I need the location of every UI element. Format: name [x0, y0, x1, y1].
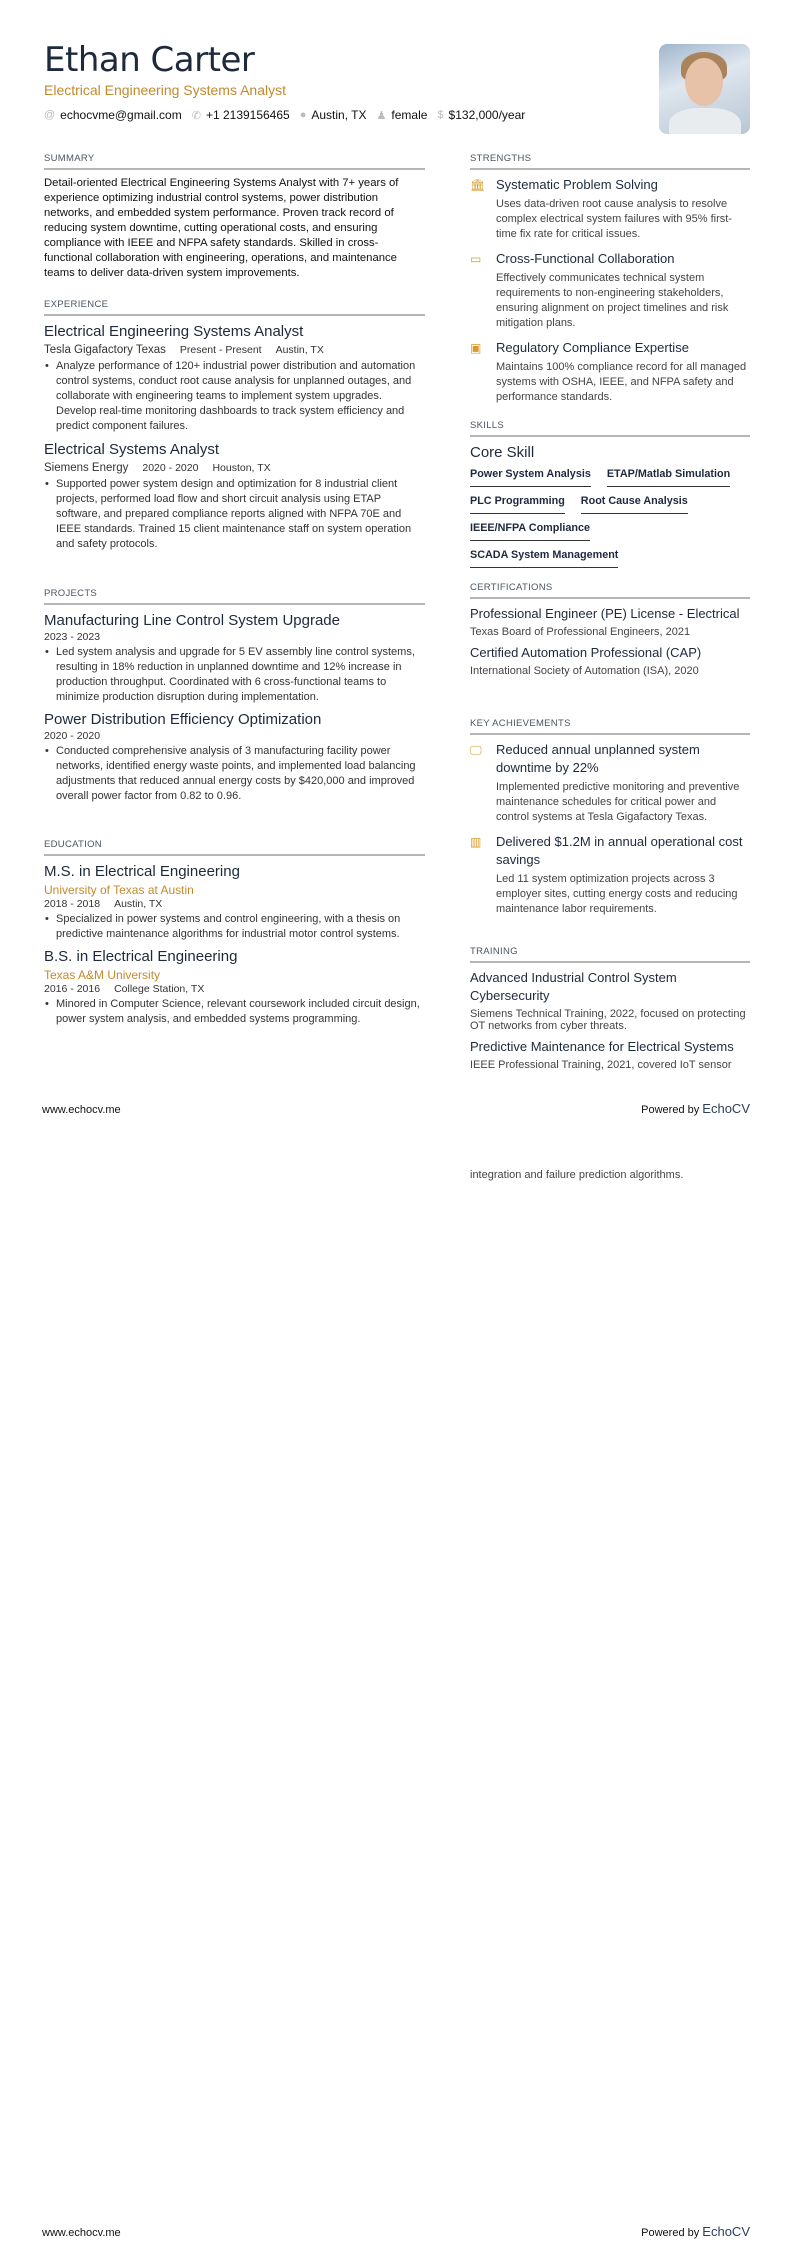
section-heading: STRENGTHS	[470, 153, 750, 170]
experience-item	[44, 322, 425, 434]
battery-icon: ▭	[470, 252, 482, 266]
achievement-desc: Implemented predictive monitoring and preventive maintenance schedules for critical power and control systems at Tesla Gigafactory Texas.	[496, 781, 740, 823]
footer-site-link[interactable]: www.echocv.me	[42, 2227, 121, 2239]
footer-powered[interactable]	[641, 2224, 750, 2239]
section-heading: SKILLS	[470, 420, 750, 437]
at-icon: @	[44, 109, 56, 121]
powered-label: Powered by	[641, 1104, 700, 1116]
person-icon: ♟	[376, 109, 387, 122]
dates: Present - Present	[179, 344, 262, 356]
building-icon: ▥	[470, 835, 482, 849]
achievement-title: Delivered $1.2M in annual operational cost savings	[496, 834, 743, 867]
bullet: • Supported power system design and optimization for 8 industrial client projects, performed load flow and short circuit analysis using ETAP software, and prepared compliance reports aligned with NFPA 70E and IEEE standards. Trained 15 client maintenance staff on system operation and safety protocols.	[44, 477, 425, 552]
candidate-name: Ethan Carter	[44, 40, 255, 80]
monitor-icon: 🖵	[470, 743, 482, 757]
training-desc: IEEE Professional Training, 2021, covered IoT sensor	[470, 1059, 732, 1071]
skill-tag: PLC Programming	[470, 495, 565, 514]
skill-tag: Root Cause Analysis	[581, 495, 688, 514]
cert-title: Professional Engineer (PE) License - Electrical	[470, 606, 740, 621]
school: Texas A&M University	[44, 968, 161, 982]
cert-issuer: Texas Board of Professional Engineers, 2021	[470, 626, 691, 638]
training-desc-continued	[470, 1166, 750, 1187]
achievement-title: Reduced annual unplanned system downtime by 22%	[496, 742, 700, 775]
project-item	[44, 611, 425, 705]
gender-text: female	[391, 108, 428, 122]
bank-icon: 🏛	[470, 178, 486, 192]
bullet: • Minored in Computer Science, relevant coursework included circuit design, power system analysis, and embedded systems programming.	[44, 997, 425, 1027]
skill-group-title: Core Skill	[470, 444, 535, 461]
dates: 2020 - 2020	[142, 462, 199, 474]
achievement-desc: Led 11 system optimization projects across 3 employer sites, cutting energy costs and reducing maintenance labor requirements.	[496, 873, 738, 915]
contact-salary	[437, 108, 525, 122]
strength-item	[470, 176, 750, 242]
skills-section	[470, 420, 750, 568]
phone-icon: ✆	[191, 109, 201, 122]
bullet: • Analyze performance of 120+ industrial power distribution and automation control systems, conduct root cause analysis for unplanned outages, and collaborate with engineering teams to implement system upgrades. Develop real-time monitoring dashboards to track system efficiency and predict component failures.	[44, 359, 425, 434]
bullet: • Conducted comprehensive analysis of 3 manufacturing facility power networks, identified energy waste points, and implemented load balancing adjustments that reduced annual energy costs by $420,000 and improved overall power factor from 0.82 to 0.96.	[44, 744, 425, 804]
dates: 2018 - 2018	[44, 898, 101, 910]
skill-tag: SCADA System Management	[470, 549, 618, 568]
education-item	[44, 947, 425, 1027]
brand-logo: EchoCV	[702, 1101, 750, 1116]
contact-location	[300, 108, 367, 122]
project-title: Manufacturing Line Control System Upgrade	[44, 612, 340, 629]
clipboard-icon: ▣	[470, 341, 482, 355]
salary-text: $132,000/year	[448, 108, 526, 122]
company: Tesla Gigafactory Texas	[44, 344, 166, 356]
strength-title: Cross-Functional Collaboration	[496, 251, 675, 266]
footer-powered[interactable]	[641, 1101, 750, 1116]
cert-title: Certified Automation Professional (CAP)	[470, 645, 702, 660]
company: Siemens Energy	[44, 462, 129, 474]
strength-title: Regulatory Compliance Expertise	[496, 340, 689, 355]
project-item	[44, 710, 425, 804]
dates: 2020 - 2020	[44, 730, 101, 742]
location: Houston, TX	[212, 462, 271, 474]
bullet: • Led system analysis and upgrade for 5 EV assembly line control systems, resulting in 18% reduction in unplanned downtime and 12% increase in production throughput. Coordinated with 6 cross-functional teams to minimize production disruption during implementation.	[44, 645, 425, 705]
strength-title: Systematic Problem Solving	[496, 177, 658, 192]
contact-gender	[377, 108, 428, 122]
education-section	[44, 839, 425, 1027]
bullet: • Specialized in power systems and control engineering, with a thesis on predictive maintenance algorithms for industrial motor control systems.	[44, 912, 425, 942]
training-desc: Siemens Technical Training, 2022, focused on protecting OT networks from cyber threats.	[470, 1008, 746, 1032]
contact-row	[44, 108, 525, 122]
degree: M.S. in Electrical Engineering	[44, 863, 240, 880]
email-text: echocvme@gmail.com	[60, 108, 182, 122]
projects-section	[44, 588, 425, 804]
salary-icon: $	[437, 109, 444, 121]
skill-tag: ETAP/Matlab Simulation	[607, 468, 730, 487]
section-heading: KEY ACHIEVEMENTS	[470, 718, 750, 735]
section-heading: EDUCATION	[44, 839, 425, 856]
section-heading: CERTIFICATIONS	[470, 582, 750, 599]
certifications-section	[470, 582, 750, 683]
candidate-title: Electrical Engineering Systems Analyst	[44, 82, 286, 98]
degree: B.S. in Electrical Engineering	[44, 948, 238, 965]
dates: 2023 - 2023	[44, 631, 101, 643]
strength-item	[470, 250, 750, 331]
summary-text: Detail-oriented Electrical Engineering Systems Analyst with 7+ years of experience optimizing industrial control systems, power distribution networks, and embedded system performance. Proven track record of reducing system downtime, cutting operational costs, and ensuring compliance with IEEE and NFPA safety standards. Skilled in cross-functional collaboration with engineering, operations, and maintenance teams to deliver data-driven system improvements.	[44, 177, 399, 279]
location-icon: ●	[299, 109, 307, 121]
powered-label: Powered by	[641, 2227, 700, 2239]
training-section	[470, 946, 750, 1077]
brand-logo: EchoCV	[702, 2224, 750, 2239]
job-title: Electrical Systems Analyst	[44, 441, 220, 458]
experience-section	[44, 299, 425, 552]
job-title: Electrical Engineering Systems Analyst	[44, 323, 304, 340]
experience-item	[44, 440, 425, 552]
strength-desc: Effectively communicates technical system requirements to non-engineering stakeholders, ensuring alignment on project timelines and risk mitigation plans.	[496, 272, 729, 329]
contact-email[interactable]	[44, 108, 182, 122]
section-heading: PROJECTS	[44, 588, 425, 605]
strength-desc: Maintains 100% compliance record for all managed systems with OSHA, IEEE, and NFPA safety and performance standards.	[496, 361, 747, 403]
summary-section	[44, 153, 425, 281]
location: Austin, TX	[275, 344, 324, 356]
dates: 2016 - 2016	[44, 983, 101, 995]
achievement-item	[470, 741, 750, 825]
project-title: Power Distribution Efficiency Optimization	[44, 711, 322, 728]
skill-tag: IEEE/NFPA Compliance	[470, 522, 590, 541]
strength-item	[470, 339, 750, 405]
training-desc: integration and failure prediction algorithms.	[470, 1169, 684, 1181]
strengths-section	[470, 153, 750, 413]
section-heading: SUMMARY	[44, 153, 425, 170]
education-item	[44, 862, 425, 942]
contact-phone[interactable]	[192, 108, 290, 122]
training-title: Predictive Maintenance for Electrical Systems	[470, 1039, 734, 1054]
cert-issuer: International Society of Automation (ISA), 2020	[470, 665, 699, 677]
section-heading: TRAINING	[470, 946, 750, 963]
achievement-item	[470, 833, 750, 917]
training-title: Advanced Industrial Control System Cybersecurity	[470, 970, 677, 1003]
section-heading: EXPERIENCE	[44, 299, 425, 316]
location: Austin, TX	[114, 898, 163, 910]
school: University of Texas at Austin	[44, 883, 194, 897]
phone-text: +1 2139156465	[205, 108, 290, 122]
strength-desc: Uses data-driven root cause analysis to resolve complex electrical system failures with 95% first-time fix rate for critical issues.	[496, 198, 732, 240]
footer-site-link[interactable]: www.echocv.me	[42, 1104, 121, 1116]
skill-tag: Power System Analysis	[470, 468, 591, 487]
location-text: Austin, TX	[311, 108, 367, 122]
location: College Station, TX	[114, 983, 205, 995]
achievements-section	[470, 718, 750, 925]
avatar	[659, 44, 750, 134]
